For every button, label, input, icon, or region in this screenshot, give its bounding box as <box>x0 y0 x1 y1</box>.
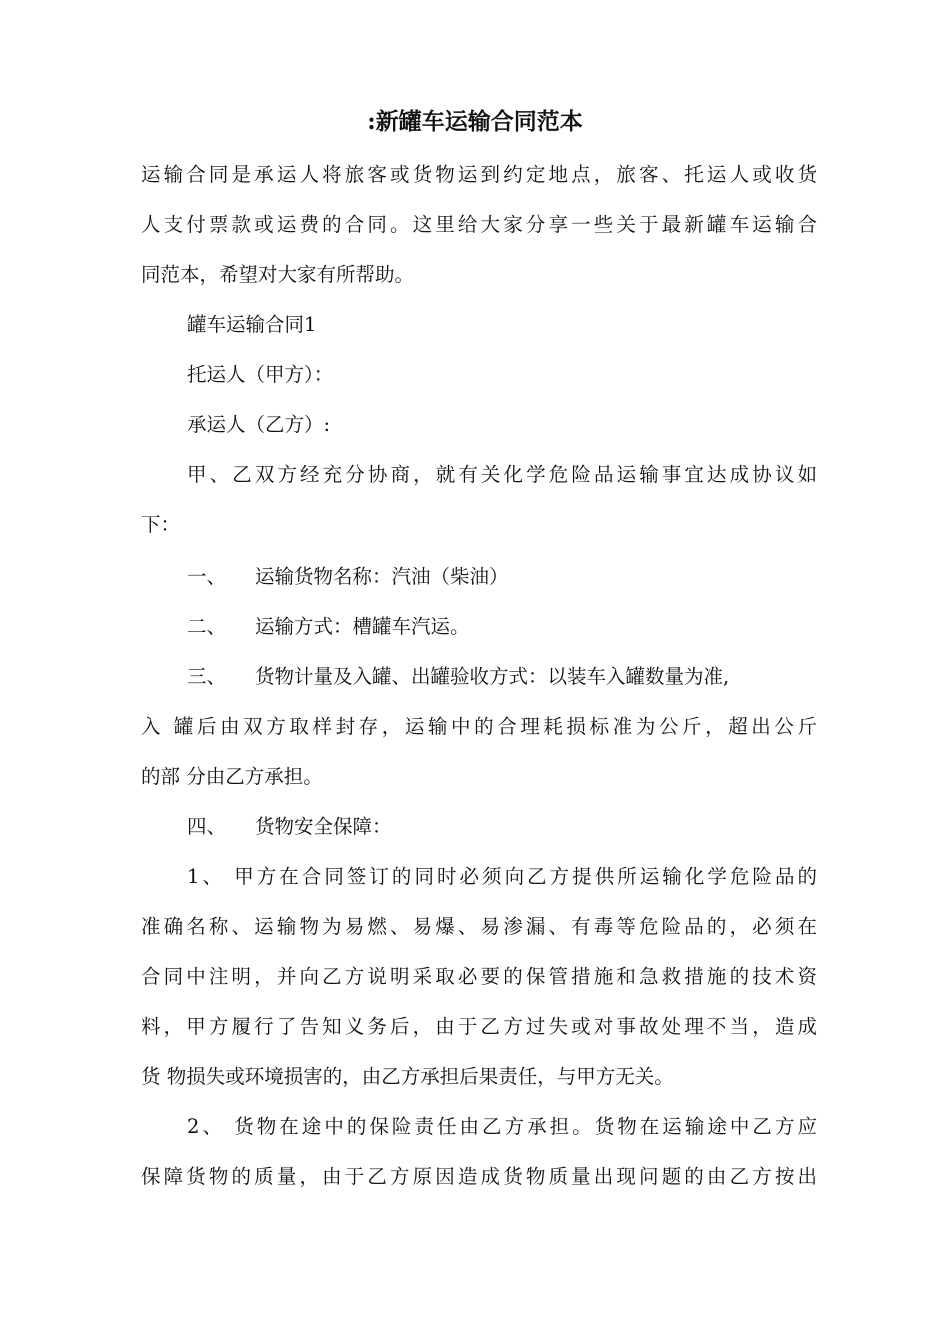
clause-text: 货物计量及入罐、出罐验收方式：以装车入罐数量为准, <box>255 665 730 688</box>
intro-line: 同范本，希望对大家有所帮助。 <box>141 263 415 286</box>
carrier-party: 承运人（乙方）: <box>187 413 331 436</box>
agreement-line: 下： <box>141 513 181 536</box>
clause-text: 货物安全保障： <box>255 815 392 838</box>
shipper-party: 托运人（甲方）： <box>187 363 334 386</box>
intro-line: 运输合同是承运人将旅客或货物运到约定地点，旅客、托运人或收货 <box>141 163 817 186</box>
clause-text: 运输货物名称：汽油（柴油） <box>255 565 509 588</box>
clause-number: 三、 <box>187 665 227 688</box>
clause-text: 运输方式：槽罐车汽运。 <box>255 615 470 638</box>
item-1-line: 合同中注明，并向乙方说明采取必要的保管措施和急救措施的技术资 <box>141 965 817 988</box>
clause-4 <box>187 813 392 841</box>
clause-1 <box>187 563 509 591</box>
item-1-line: 料，甲方履行了告知义务后，由于乙方过失或对事故处理不当，造成 <box>141 1015 817 1038</box>
intro-line: 人支付票款或运费的合同。这里给大家分享一些关于最新罐车运输合 <box>141 213 817 236</box>
item-2-line: 保障货物的质量，由于乙方原因造成货物质量出现问题的由乙方按出 <box>141 1165 817 1188</box>
document-title: :新罐车运输合同范本 <box>367 108 583 135</box>
clause-number: 四、 <box>187 815 227 838</box>
clause-3 <box>187 663 729 691</box>
clause-3-line: 的部 分由乙方承担。 <box>141 765 323 788</box>
clause-2 <box>187 613 470 641</box>
item-2-line: 2、 货物在途中的保险责任由乙方承担。货物在运输途中乙方应 <box>187 1115 817 1138</box>
item-1-line: 货 物损失或环境损害的，由乙方承担后果责任，与甲方无关。 <box>141 1065 674 1088</box>
agreement-line: 甲、乙双方经充分协商，就有关化学危险品运输事宜达成协议如 <box>187 463 817 486</box>
item-1-line: 1、 甲方在合同签订的同时必须向乙方提供所运输化学危险品的 <box>187 865 817 888</box>
clause-3-line: 入 罐后由双方取样封存，运输中的合理耗损标准为公斤，超出公斤 <box>141 715 817 738</box>
item-1-line: 准确名称、运输物为易燃、易爆、易渗漏、有毒等危险品的，必须在 <box>141 915 817 938</box>
clause-number: 二、 <box>187 615 227 638</box>
clause-number: 一、 <box>187 565 227 588</box>
contract-heading: 罐车运输合同1 <box>187 313 317 336</box>
